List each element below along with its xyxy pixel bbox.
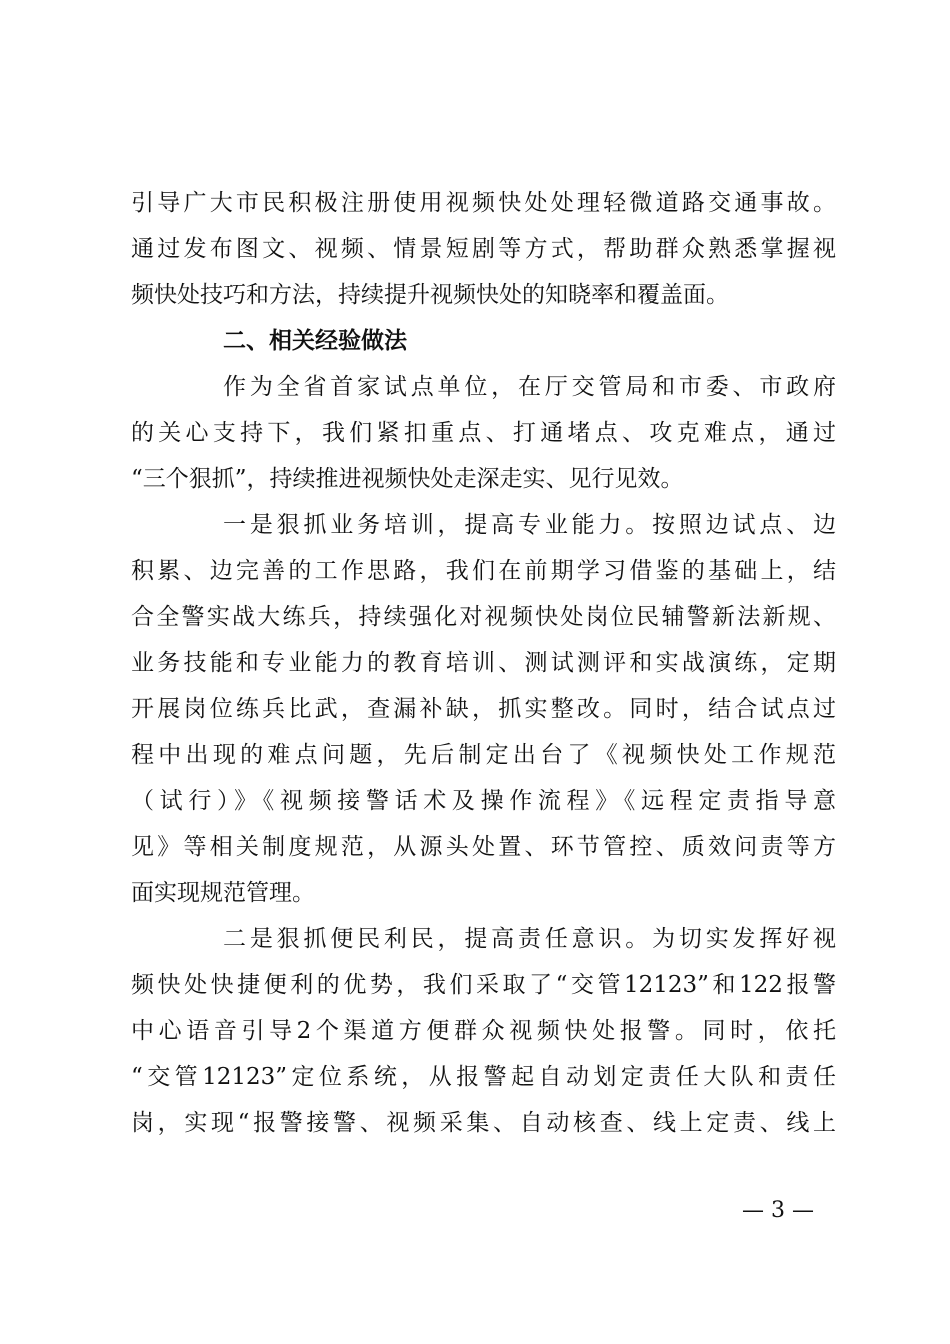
text-line: （试行）》《视频接警话术及操作流程》《远程定责指导意 (131, 788, 836, 814)
text-line: 频快处技巧和方法，持续提升视频快处的知晓率和覆盖面。 (131, 282, 729, 308)
text-line: 的关心支持下，我们紧扣重点、打通堵点、攻克难点，通过 (131, 420, 836, 446)
text-line: 程中出现的难点问题，先后制定出台了《视频快处工作规范 (131, 742, 836, 768)
text-line: “三个狠抓”，持续推进视频快处走深走实、见行见效。 (131, 466, 684, 492)
document-body (131, 180, 836, 1146)
text-line: 通过发布图文、视频、情景短剧等方式，帮助群众熟悉掌握视 (131, 236, 836, 262)
text-line: 引导广大市民积极注册使用视频快处处理轻微道路交通事故。 (131, 190, 836, 216)
text-line: 业务技能和专业能力的教育培训、测试测评和实战演练，定期 (131, 650, 836, 676)
text-line: 合全警实战大练兵，持续强化对视频快处岗位民辅警新法新规、 (131, 604, 836, 630)
text-line: 见》等相关制度规范，从源头处置、环节管控、质效问责等方 (131, 834, 836, 860)
text-line: 岗，实现“报警接警、视频采集、自动核查、线上定责、线上 (131, 1110, 836, 1136)
text-line: “交管12123”定位系统，从报警起自动划定责任大队和责任 (131, 1064, 836, 1090)
text-line: 开展岗位练兵比武，查漏补缺，抓实整改。同时，结合试点过 (131, 696, 836, 722)
text-line: 二是狠抓便民利民，提高责任意识。为切实发挥好视 (223, 926, 836, 952)
text-line: 面实现规范管理。 (131, 880, 315, 906)
text-line: 积累、边完善的工作思路，我们在前期学习借鉴的基础上，结 (131, 558, 836, 584)
text-line: 一是狠抓业务培训，提高专业能力。按照边试点、边 (223, 512, 836, 538)
page-number: — 3 — (742, 1198, 814, 1223)
section-heading: 二、相关经验做法 (223, 328, 407, 354)
text-line: 作为全省首家试点单位，在厅交管局和市委、市政府 (223, 374, 836, 400)
text-line: 频快处快捷便利的优势，我们采取了“交管12123”和122报警 (131, 972, 836, 998)
text-line: 中心语音引导2个渠道方便群众视频快处报警。同时，依托 (131, 1018, 836, 1044)
